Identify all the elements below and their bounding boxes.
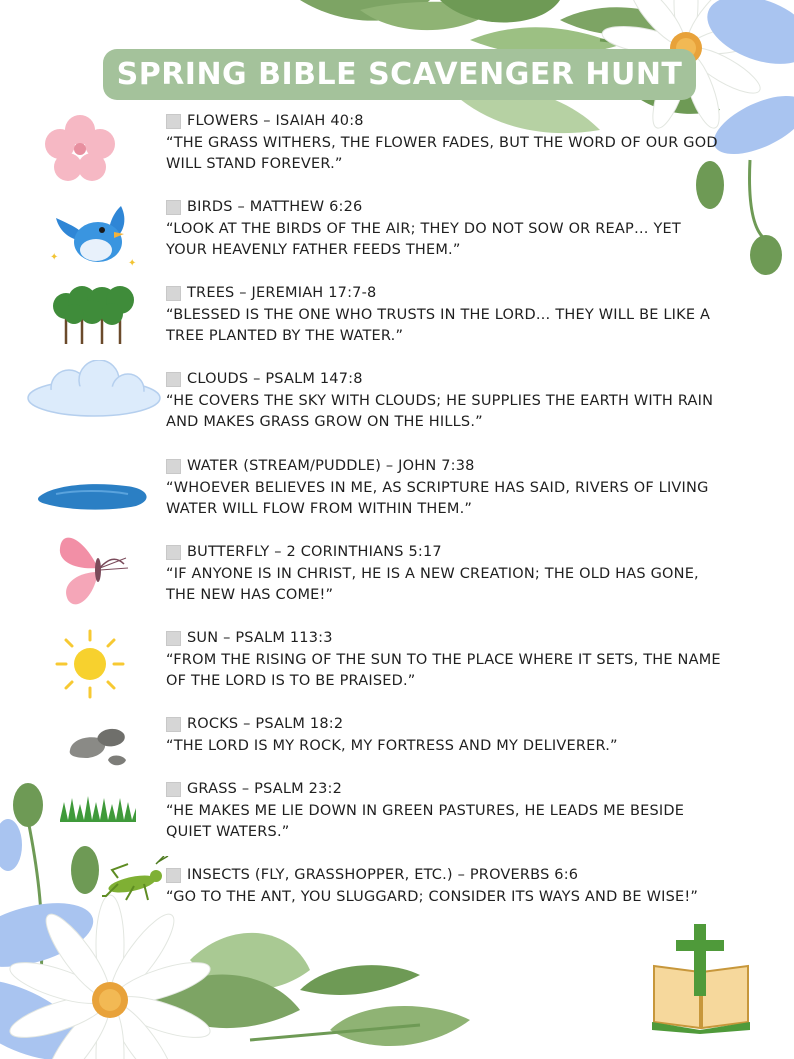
bird-icon [46, 200, 141, 272]
item-label: BIRDS – MATTHEW 6:26 [187, 199, 363, 215]
item-verse: “BLESSED IS THE ONE WHO TRUSTS IN THE LORD… THEY WILL BE LIKE A TREE PLANTED BY THE WATER.” [166, 306, 711, 344]
list-item [166, 456, 726, 521]
list-item [166, 865, 736, 908]
item-label: WATER (STREAM/PUDDLE) – JOHN 7:38 [187, 458, 475, 474]
grass-icon [60, 794, 136, 822]
item-label: INSECTS (FLY, GRASSHOPPER, ETC.) – PROVERBS 6:6 [187, 867, 579, 883]
checkbox[interactable] [166, 631, 181, 646]
title-banner [103, 49, 696, 100]
checkbox[interactable] [166, 782, 181, 797]
item-verse: “WHOEVER BELIEVES IN ME, AS SCRIPTURE HAS SAID, RIVERS OF LIVING WATER WILL FLOW FROM WITHIN THEM.” [166, 479, 709, 517]
puddle-icon [36, 478, 154, 512]
item-label: TREES – JEREMIAH 17:7-8 [187, 285, 377, 301]
item-label: SUN – PSALM 113:3 [187, 630, 333, 646]
list-item [166, 628, 726, 693]
list-item [166, 779, 726, 844]
item-verse: “THE GRASS WITHERS, THE FLOWER FADES, BUT THE WORD OF OUR GOD WILL STAND FOREVER.” [166, 134, 718, 172]
svg-text:✦: ✦ [128, 258, 137, 269]
item-verse: “GO TO THE ANT, YOU SLUGGARD; CONSIDER ITS WAYS AND BE WISE!” [166, 888, 699, 905]
grasshopper-icon [98, 856, 170, 906]
checkbox[interactable] [166, 868, 181, 883]
checkbox[interactable] [166, 114, 181, 129]
list-item [166, 542, 726, 607]
list-item [166, 283, 726, 348]
checkbox[interactable] [166, 459, 181, 474]
list-item [166, 714, 726, 757]
sun-icon [54, 628, 126, 700]
item-verse: “HE COVERS THE SKY WITH CLOUDS; HE SUPPLIES THE EARTH WITH RAIN AND MAKES GRASS GROW ON THE HILLS.” [166, 392, 714, 430]
list-item [166, 111, 726, 176]
checkbox[interactable] [166, 545, 181, 560]
item-label: FLOWERS – ISAIAH 40:8 [187, 113, 364, 129]
checkbox[interactable] [166, 200, 181, 215]
item-verse: “HE MAKES ME LIE DOWN IN GREEN PASTURES, HE LEADS ME BESIDE QUIET WATERS.” [166, 802, 685, 840]
item-label: ROCKS – PSALM 18:2 [187, 716, 344, 732]
rocks-icon [66, 722, 132, 770]
list-item [166, 197, 726, 262]
list-item [166, 369, 726, 434]
item-label: CLOUDS – PSALM 147:8 [187, 371, 363, 387]
checkbox[interactable] [166, 717, 181, 732]
flower-icon [40, 112, 120, 182]
svg-text:✦: ✦ [50, 252, 59, 263]
item-verse: “LOOK AT THE BIRDS OF THE AIR; THEY DO NOT SOW OR REAP… YET YOUR HEAVENLY FATHER FEEDS THEM.” [166, 220, 681, 258]
page-title: SPRING BIBLE SCAVENGER HUNT [116, 57, 683, 92]
item-label: GRASS – PSALM 23:2 [187, 781, 343, 797]
bible-cross-icon [650, 924, 754, 1034]
item-label: BUTTERFLY – 2 CORINTHIANS 5:17 [187, 544, 442, 560]
butterfly-icon [54, 528, 134, 612]
checkbox[interactable] [166, 372, 181, 387]
item-verse: “FROM THE RISING OF THE SUN TO THE PLACE WHERE IT SETS, THE NAME OF THE LORD IS TO BE PRAISED.” [166, 651, 721, 689]
item-verse: “THE LORD IS MY ROCK, MY FORTRESS AND MY DELIVERER.” [166, 737, 618, 754]
checkbox[interactable] [166, 286, 181, 301]
item-verse: “IF ANYONE IS IN CHRIST, HE IS A NEW CREATION; THE OLD HAS GONE, THE NEW HAS COME!” [166, 565, 699, 603]
trees-icon [52, 284, 136, 346]
cloud-icon [24, 360, 164, 422]
